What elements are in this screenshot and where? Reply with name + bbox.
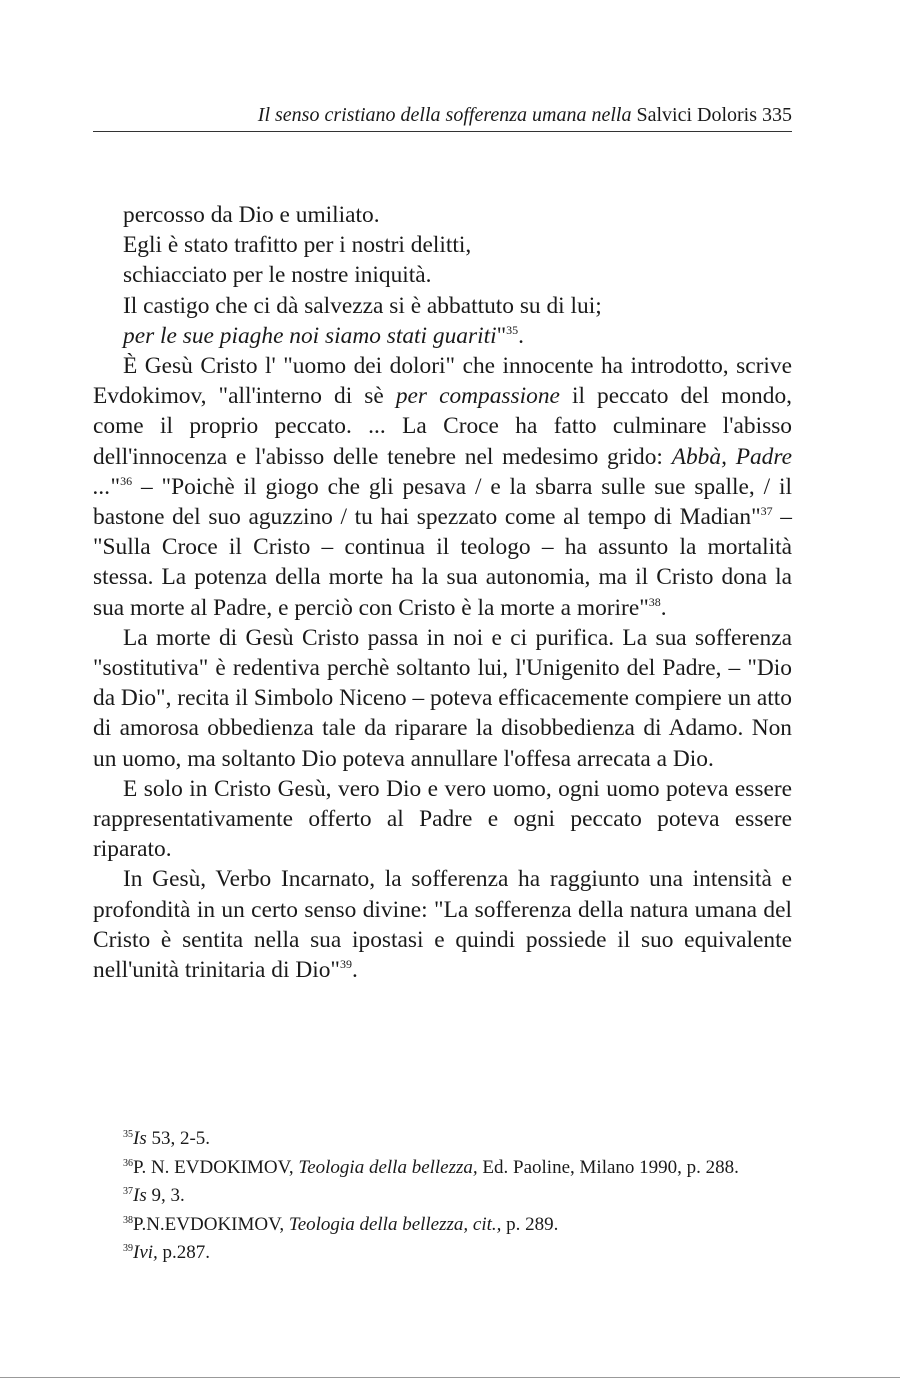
footnote-35: [93, 1125, 792, 1154]
footnote-ref: 38: [648, 594, 661, 609]
footnote-number: 36: [123, 1157, 133, 1169]
footnote-italic: Is: [133, 1185, 147, 1207]
footnote-italic: Ivi,: [133, 1242, 158, 1264]
footnote-ref: 36: [120, 473, 133, 488]
footnote-italic: Is: [133, 1128, 147, 1149]
footnote-ref: 39: [339, 957, 352, 972]
footnote-text: 53, 2-5.: [146, 1128, 211, 1149]
footnote-36: [93, 1154, 792, 1183]
footnote-ref: 35: [506, 322, 519, 337]
footnote-author: P.N.EVDOKIMOV,: [133, 1213, 289, 1235]
footnote-text: p.287.: [157, 1242, 211, 1264]
paragraph-3: E solo in Cristo Gesù, vero Dio e vero uomo, ogni uomo poteva essere rappresentativamente offerto al Padre e ogni peccato poteva essere riparato.: [93, 775, 792, 863]
verse-line: Il castigo che ci dà salvezza si è abbattuto su di lui;: [123, 292, 602, 319]
page-edge-line: [0, 1377, 900, 1378]
period: .: [351, 957, 358, 984]
paragraph-4: [93, 864, 792, 985]
verse-line: [93, 321, 792, 351]
running-header: [93, 104, 792, 132]
period: .: [518, 322, 525, 349]
footnotes: [93, 1125, 792, 1268]
footnote-number: 37: [123, 1186, 133, 1198]
header-title-document: Salvici Doloris: [636, 104, 757, 126]
quote-mark: ": [110, 473, 121, 500]
text-italic: Abbà, Padre ...: [93, 443, 792, 500]
period: .: [660, 594, 667, 621]
footnote-38: [93, 1211, 792, 1240]
footnote-italic: Teologia della bellezza,: [298, 1156, 478, 1178]
header-title: Il senso cristiano della sofferenza umana nella: [257, 104, 632, 126]
text-run: È Gesù Cristo l' "uomo dei dolori" che innocente ha introdotto, scrive Evdokimov, "all'interno di sè: [93, 353, 792, 410]
verse-line: Egli è stato trafitto per i nostri delitti,: [123, 232, 472, 259]
footnote-italic: Teologia della bellezza, cit.,: [288, 1213, 502, 1235]
footnote-37: [93, 1182, 792, 1211]
text-run: il peccato del mondo, come il proprio peccato. ... La Croce ha fatto culminare l'abisso dell'innocenza e l'abisso delle tenebre nel medesimo grido:: [93, 383, 792, 470]
quote-mark: ": [496, 322, 507, 349]
text-run: In Gesù, Verbo Incarnato, la sofferenza ha raggiunto una intensità e profondità in un certo senso divine: "La sofferenza della natura umana del Cristo è sentita nella sua ipostasi e quindi possiede il suo equivalente nell'unità trinitaria di Dio": [93, 866, 792, 984]
verse-line: schiacciato per le nostre iniquità.: [123, 262, 432, 289]
verse-line: percosso da Dio e umiliato.: [123, 202, 380, 228]
footnote-text: 9, 3.: [146, 1185, 185, 1207]
paragraph-1: [93, 351, 792, 623]
footnote-number: 39: [123, 1243, 133, 1255]
footnote-text: Ed. Paoline, Milano 1990, p. 288.: [477, 1156, 739, 1178]
paragraph-2: La morte di Gesù Cristo passa in noi e ci purifica. La sua sofferenza "sostitutiva" è redentiva perchè soltanto lui, l'Unigenito del Padre, – "Dio da Dio", recita il Simbolo Niceno – poteva efficacemente compiere un atto di amorosa obbedienza tale da riparare la disobbedienza di Adamo. Non un uomo, ma soltanto Dio poteva annullare l'offesa arrecata a Dio.: [93, 624, 792, 772]
footnote-ref: 37: [760, 504, 773, 519]
footnote-39: [93, 1239, 792, 1268]
verse-italic: per le sue piaghe noi siamo stati guariti: [123, 322, 497, 349]
text-run: – "Poichè il giogo che gli pesava / e la sbarra sulle sue spalle, / il bastone del suo aguzzino / tu hai spezzato come al tempo di Madian": [93, 473, 792, 531]
footnote-number: 38: [123, 1214, 133, 1226]
footnote-author: P. N. EVDOKIMOV,: [133, 1156, 299, 1178]
text-italic: per compassione: [395, 383, 560, 410]
main-text: [93, 200, 792, 985]
footnote-text: p. 289.: [501, 1213, 559, 1235]
page-number: 335: [762, 104, 792, 126]
footnote-number: 35: [123, 1129, 133, 1140]
text-run: – "Sulla Croce il Cristo – continua il teologo – ha assunto la mortalità stessa. La potenza della morte ha la sua autonomia, ma il Cristo dona la sua morte al Padre, e perciò con Cristo è la morte a morire": [93, 504, 792, 621]
